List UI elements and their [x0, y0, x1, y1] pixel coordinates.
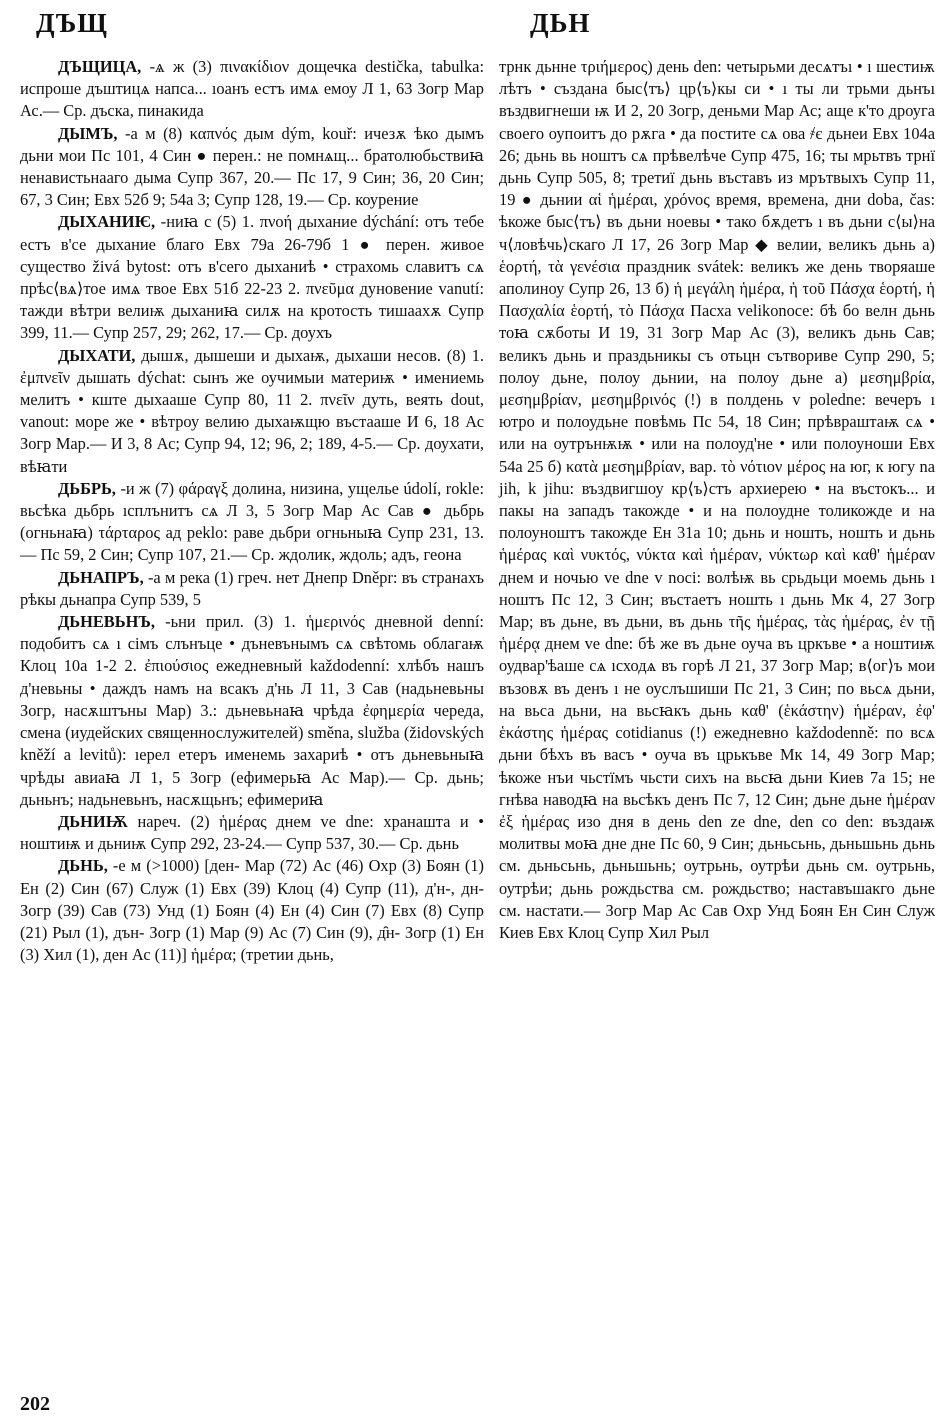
headword: ДЫМЪ,	[58, 123, 118, 143]
left-column	[20, 56, 484, 966]
dictionary-entry-continued	[499, 56, 935, 944]
dictionary-entry	[20, 611, 484, 811]
dictionary-entry	[20, 211, 484, 344]
right-column	[499, 56, 935, 944]
headword: ДЫХАНИѤ,	[58, 212, 156, 232]
headword: ДЬНЬ,	[58, 856, 108, 876]
entry-body: нареч. (2) ἡμέρας днем ve dne: хранашта и • ноштиѭ и дьниѭ Супр 292, 23-24.— Супр 537, 30.— Ср. дьнь	[20, 811, 484, 854]
entry-body: -е м (>1000) [ден- Мар (72) Ас (46) Охр (3) Боян (1) Ен (2) Син (67) Служ (1) Евх (39) Клоц (4) Супр (11), д'н-, дн- Зогр (39) Сав (73) Унд (1) Боян (4) Ен (4) Син (7) Евх (8) Супр (21) Рыл (1), дън- Зогр (1) Мар (9) Ас (7) Син (9), д̑н- Зогр (1) Ен (3) Хил (1), ден Ас (11)] ἡμέρα; (третии дьнь,	[20, 856, 484, 965]
dictionary-entry	[20, 56, 484, 123]
headword: ДЬБРЬ,	[58, 478, 116, 498]
dictionary-entry	[20, 567, 484, 611]
entry-body: дышѫ, дышеши и дыхаѭ, дыхаши несов. (8) 1. ἐμπνεῖν дышать dýchat: сынъ же оучимыи материѭ • имениемь мелитъ • кште дыхааше Супр 80, 11 2. πνεῖν дуть, веять dout, vanout: море же • вѣтроу велию дыхаѭщю въстааше И 6, 18 Ас Зогр Мар.— И 3, 8 Ас; Супр 94, 12; 96, 2; 189, 4-5.— Ср. доухати, вѣꙗти	[20, 345, 484, 476]
entry-body: -а м река (1) греч. нет Днепр Dněpr: въ странахъ рѣкы дьнапра Супр 539, 5	[20, 567, 484, 609]
entry-body: -ьни прил. (3) 1. ἡμερινός дневной denní: подобитъ сѧ ı сімъ слънъце • дъневънымъ сѧ свѣтомь облагаѭ Клоц 10а 1-2 2. ἐπιούσιος ежедневный každodenní: хлѣбъ нашъ д'невьны • даждъ намъ на всакъ д'нь Л 11, 3 Сав (надьневьны Зогр, насѫштъны Мар) 3.: дьневьнаꙗ чрѣда ἐφημερία череда, смена (иудейских священнослужителей) směna, služba (židovských kněží a levitů): ıерел етеръ именемь захариѣ • отъ дьневьныꙗ чрѣды авиаꙗ Л 1, 5 Зогр (ефимерьꙗ Ас Мар).— Ср. дьнь; дьньнъ; надьневьнъ, насѫщьнъ; ефимериꙗ	[20, 612, 484, 809]
entry-body: -ниꙗ с (5) 1. πνοή дыхание dýchání: отъ тебе естъ в'се дыхание благо Евх 79а 26-79б 1 ● перен. живое существо živá bytost: отъ в'сего дыханиѣ • страхомь славитъ сѧ прѣс⟨вѧ⟩тое имѧ твое Евх 51б 22-23 2. πνεῦμα дуновение vanutí: тажди вѣтри велиѭ дыханиꙗ силѫ на кротость тишаахѫ Супр 399, 11.— Супр 257, 29; 262, 17.— Ср. доухъ	[20, 212, 484, 343]
running-head-left: ДЪЩ	[36, 8, 108, 38]
running-head-right: ДЬН	[530, 8, 591, 38]
headword: ДЬНЕВЬНЪ,	[58, 612, 155, 632]
dictionary-entry	[20, 123, 484, 212]
dictionary-entry	[20, 855, 484, 966]
entry-body: -и ж (7) φάραγξ долина, низина, ущелье údolí, rokle: вьсѣка дьбрь ıсплънитъ сѧ Л 3, 5 Зогр Мар Ас Сав ● дьбрь (огньнаꙗ) τάρταρος ад peklo: раве дьбри огньныꙗ Супр 231, 13.— Пс 59, 2 Син; Супр 107, 21.— Ср. ждолик, ждоль; адъ, геона	[20, 478, 485, 565]
dictionary-entry	[20, 478, 484, 567]
entry-body: -а м (8) καπνός дым dým, kouř: ичезѫ ѣко дымъ дьни мои Пс 101, 4 Син ● перен.: не помнѧщ... братолюбьствиꙗ ненавистьнааго дыма Супр 367, 20.— Пс 17, 9 Син; 36, 20 Син; 67, 3 Син; Евх 52б 9; 54а 3; Супр 128, 19.— Ср. коурение	[20, 123, 484, 210]
page-number: 202	[20, 1393, 50, 1415]
headword: ДЫХАТИ,	[58, 345, 136, 365]
entry-body: трнк дьнне τριήμερος) день den: четырьми десѧтъı • ı шестиѭ лѣтъ • създана быс⟨тъ⟩ цр⟨ъ⟩кы си • ı ты ли трьми дьнъı въздвигнеши ѭ И 2, 20 Зогр, деньми Мар Ас; аще к'то дроуга своего оупоитъ до рѫга • да постите сѧ ова ҂є дьнеи Евх 104а 26; дьнь вь ноштъ сѧ прѣвелѣче Супр 475, 16; ты мрьтвъ трнї дьнь Супр 505, 8; третиї дьнь въставъ из мрътвыхъ Супр 11, 19 ● дьнии αἱ ἡμέραι, χρόνος время, времена, дни doba, čas: ѣкоже быс⟨тъ⟩ въ дьни ноевы • тако бѫдетъ ı въ дьни с⟨ы⟩на ч⟨ловѣчь⟩скаго Л 17, 26 Зогр Мар ◆ велии, великъ дьнь а) ἑορτή, τὰ γενέσια праздник svátek: великъ же день творяаше аполиноу Супр 26, 13 б) ἡ μεγάλη ἡμέρα, ἡ τοῦ Πάσχα ἑορτή, ἡ Πασχαλία ἑορτή, τὸ Πάσχα Пасха velikonoce: бѣ бо велн дьнь тоꙗ сѫботы И 19, 31 Зогр Мар Ас (3), великъ дьнь Сав; великъ дьнь и праздьникы съ отьцн сътвориве Супр 290, 5; полоу дьне, полоу дьнии, на полоу дьне а) μεσημβρία, μεσημβρίαν, μεσημβρινός (!) в полдень v poledne: вечеръ ı ютро и полоудьне повѣмь Пс 54, 18 Син; прѣвраштаѭ сѧ • или на оутрънѭѭ • или на полоуд'не • или полоуноши Евх 54а 25 б) κατὰ μεσημβρίαν, вар. τὸ νότιον μέρος на юг, к югу na jih, k jihu: въздвигшоу кр⟨ъ⟩стъ архиерею • на въстокъ... и пакы на западъ такожде • и на полоудне толикожде и на полоуноштъ такожде Ен 31а 10; дьнь и ношть, ношть и дьнь ἡμέρας καὶ νυκτός, νύκτα καὶ ἡμέραν, νύκτωρ καὶ καθ' ἡμέραν днем и ночью ve dne v noci: волѣѭ вь срьдьци моемь дьнь ı ноштъ Пс 12, 3 Син; въстаетъ ношть ı дьнь Мк 4, 27 Зогр Мар; въ дьне, въ дьни, въ дьнь τῆς ἡμέρας, τὰς ἡμέρας, ἐν τῇ ἡμέρᾳ днем ve dne: бѣ же въ дьне оуча въ цркъве • а ноштиѭ оудвар'ѣаше сѧ ıсходѧ въ горѣ Л 21, 37 Зогр Мар; в⟨ог⟩ъ мои възовѫ въ денъ ı не оуслъшиши Пс 21, 3 Син; по вьсѧ дьни, на вьса дьни, на вьсꙗкъ дьнь καθ' (ἑκάστην) ἡμέραν, ἐφ' ἑκάστης ἡμέρας cotidianus (!) ежедневно každodenně: по всѧ дьни бѣхъ въ васъ • оуча въ црькъве Мк 14, 49 Зогр Мар; ѣкоже нъи чьстїмъ чьсти сихъ на вьсꙗ дьни Киев 7а 15; не гнѣва наводꙗ на вьсѣкъ денъ Пс 7, 12 Син; дьне дьне ἡμέραν ἐξ ἡμέρας изо дня в день den ze dne, den co den: въздаѭ молитвы моꙗ дне дне Пс 60, 9 Син; дьньсьнь, дьньшьнь дьнь см. дьньсьнь, дьньшьнь; оутрьнь, оутрѣи дьнь см. оутрьнь, оутрѣи; дьнь рождьства см. рождьство; наставъшакго дьне см. настати.— Зогр Мар Ас Сав Охр Унд Боян Ен Син Служ Киев Евх Клоц Супр Хил Рыл	[499, 57, 935, 942]
headword: ДЪЩИЦА,	[58, 57, 142, 76]
dictionary-entry	[20, 811, 484, 855]
headword: ДЬНИѬ	[58, 811, 128, 831]
entry-body: -ѧ ж (3) πινακίδιον дощечка destička, tabulka: испроше дъштицѧ напса... ıоанъ естъ имѧ емоу Л 1, 63 Зогр Мар Ас.— Ср. дъска, пинакида	[20, 57, 484, 121]
dictionary-entry	[20, 345, 484, 478]
headword: ДЬНАПРЪ,	[58, 567, 144, 587]
